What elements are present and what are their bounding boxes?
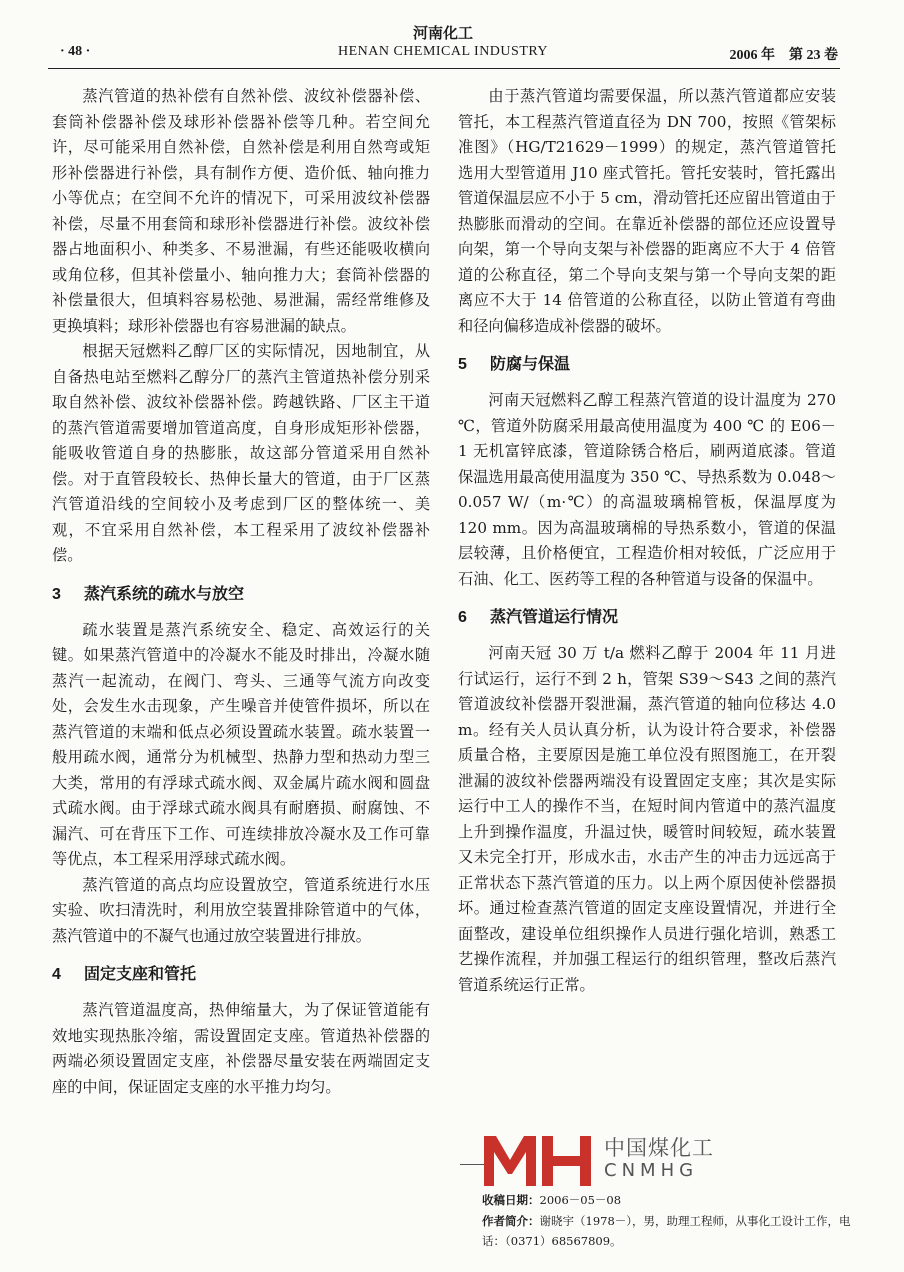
section-heading-4: [52, 963, 430, 986]
paragraph: 蒸汽管道的高点均应设置放空，管道系统进行水压实验、吹扫清洗时，利用放空装置排除管道中的气体，蒸汽管道中的不凝气也通过放空装置进行排放。: [52, 875, 430, 945]
paragraph: 根据天冠燃料乙醇厂区的实际情况，因地制宜，从自备热电站至燃料乙醇分厂的蒸汽主管道热补偿分别采取自然补偿、波纹补偿器补偿。跨越铁路、厂区主干道的蒸汽管道需要增加管道高度，自身形成矩形补偿器，能吸收管道自身的热膨胀，故这部分管道采用自然补偿。对于直管段较长、热伸长量大的管道，由于厂区蒸汽管道沿线的空间较小及考虑到厂区的整体统一、美观，不宜采用自然补偿，本工程采用了波纹补偿器补偿。: [52, 342, 430, 564]
section-heading-6: [458, 606, 836, 629]
section-heading-5: [458, 353, 836, 376]
section-title: 蒸汽管道运行情况: [490, 607, 619, 626]
issue-info: 2006 年 第 23 卷: [729, 48, 838, 63]
cnmhg-logo: [480, 1130, 740, 1190]
section-number: 5: [458, 356, 467, 373]
logo-mark-icon: [480, 1130, 598, 1190]
journal-title-en: HENAN CHEMICAL INDUSTRY: [337, 44, 549, 59]
section-title: 蒸汽系统的疏水与放空: [84, 583, 245, 603]
author-label: 作者简介：: [482, 1214, 540, 1228]
paragraph: 蒸汽管道的热补偿有自然补偿、波纹补偿器补偿、套筒补偿器补偿及球形补偿器补偿等几种。若空间允许，尽可能采用自然补偿，自然补偿是利用自然弯或矩形补偿器进行补偿，具有制作方便、造价低、轴向推力小等优点；在空间不允许的情况下，可采用波纹补偿器补偿，尽量不用套筒和球形补偿器进行补偿。波纹补偿器占地面积小、种类多、不易泄漏，有些还能吸收横向或角位移，但其补偿量小、轴向推力大；套筒补偿器的补偿量很大，但填料容易松弛、易泄漏，需经常维修及更换填料；球形补偿器也有容易泄漏的缺点。: [52, 87, 430, 335]
section-number: 4: [52, 966, 61, 983]
header-rule: [48, 68, 840, 69]
paragraph: 蒸汽管道温度高，热伸缩量大，为了保证管道能有效地实现热胀冷缩，需设置固定支座。管道热补偿器的两端必须设置固定支座，补偿器尽量安装在两端固定支座的中间，保证固定支座的水平推力均匀。: [52, 1001, 430, 1096]
page-number: · 48 ·: [60, 44, 91, 59]
author-bio: [482, 1211, 862, 1251]
page-header: [48, 22, 838, 66]
author-value: 谢晓宇（1978－），男，助理工程师，从事化工设计工作，电话：（0371）68567809。: [482, 1214, 851, 1248]
left-column: [52, 84, 430, 1100]
paragraph: 河南天冠 30 万 t/a 燃料乙醇于 2004 年 11 月进行试运行，运行不到 2 h，管架 S39～S43 之间的蒸汽管道波纹补偿器开裂泄漏，蒸汽管道的轴向位移达 4.0 m。经有关人员认真分析，认为设计符合要求，补偿器质量合格，主要原因是施工单位没有照图施工，在开裂泄漏的波纹补偿器两端没有设置固定支座；其次是实际运行中工人的操作不当，在短时间内管道中的蒸汽温度上升到操作温度，升温过快，暖管时间较短，疏水装置又未完全打开，形成水击，水击产生的冲击力远远高于正常状态下蒸汽管道的压力。以上两个原因使补偿器损坏。通过检查蒸汽管道的固定支座设置情况，并进行全面整改，建设单位组织操作人员进行强化培训，熟悉工艺操作流程，并加强工程运行的组织管理，整改后蒸汽管道系统运行正常。: [458, 644, 836, 994]
paragraph: 河南天冠燃料乙醇工程蒸汽管道的设计温度为 270 ℃，管道外防腐采用最高使用温度为 400 ℃ 的 E06－1 无机富锌底漆，管道除锈合格后，刷两道底漆。管道保温选用最高使用温度为 350 ℃、导热系数为 0.048～0.057 W/（m·℃）的高温玻璃棉管板，保温厚度为 120 mm。因为高温玻璃棉的导热系数小，管道的保温层较薄，且价格便宜，工程造价相对较低，广泛应用于石油、化工、医药等工程的各种管道与设备的保温中。: [458, 391, 836, 588]
logo-text-cn: 中国煤化工: [604, 1136, 714, 1160]
paragraph: 疏水装置是蒸汽系统安全、稳定、高效运行的关键。如果蒸汽管道中的冷凝水不能及时排出，冷凝水随蒸汽一起流动，在阀门、弯头、三通等气流方向改变处，会发生水击现象，产生噪音并使管件损坏，所以在蒸汽管道的末端和低点必须设置疏水装置。疏水装置一般用疏水阀，通常分为机械型、热静力型和热动力型三大类，常用的有浮球式疏水阀、双金属片疏水阀和圆盘式疏水阀。由于浮球式疏水阀具有耐磨损、耐腐蚀、不漏汽、可在背压下工作、可连续排放冷凝水及工作可靠等优点，本工程采用浮球式疏水阀。: [52, 620, 430, 868]
section-title: 防腐与保温: [490, 354, 571, 373]
logo-text-en: CNMHG: [604, 1160, 699, 1181]
journal-title-cn: 河南化工: [412, 24, 473, 42]
paragraph: 由于蒸汽管道均需要保温，所以蒸汽管道都应安装管托，本工程蒸汽管道直径为 DN 700，按照《管架标准图》（HG/T21629－1999）的规定，蒸汽管道管托选用大型管道用 J10 座式管托。管托安装时，管托露出管道保温层应不小于 5 cm，滑动管托还应留出管道由于热膨胀而滑动的空间。在靠近补偿器的部位还应设置导向架，第一个导向支架与补偿器的距离应不大于 4 倍管道的公称直径，第二个导向支架与第一个导向支架的距离应不大于 14 倍管道的公称直径，以防止管道有弯曲和径向偏移造成补偿器的破坏。: [458, 87, 836, 335]
right-column: [458, 84, 836, 998]
section-number: 6: [458, 609, 467, 626]
section-heading-3: [52, 583, 430, 606]
section-number: 3: [52, 585, 61, 603]
received-label: 收稿日期：: [482, 1193, 540, 1207]
received-date: [482, 1190, 862, 1210]
received-value: 2006－05－08: [539, 1193, 622, 1207]
section-title: 固定支座和管托: [84, 964, 197, 983]
